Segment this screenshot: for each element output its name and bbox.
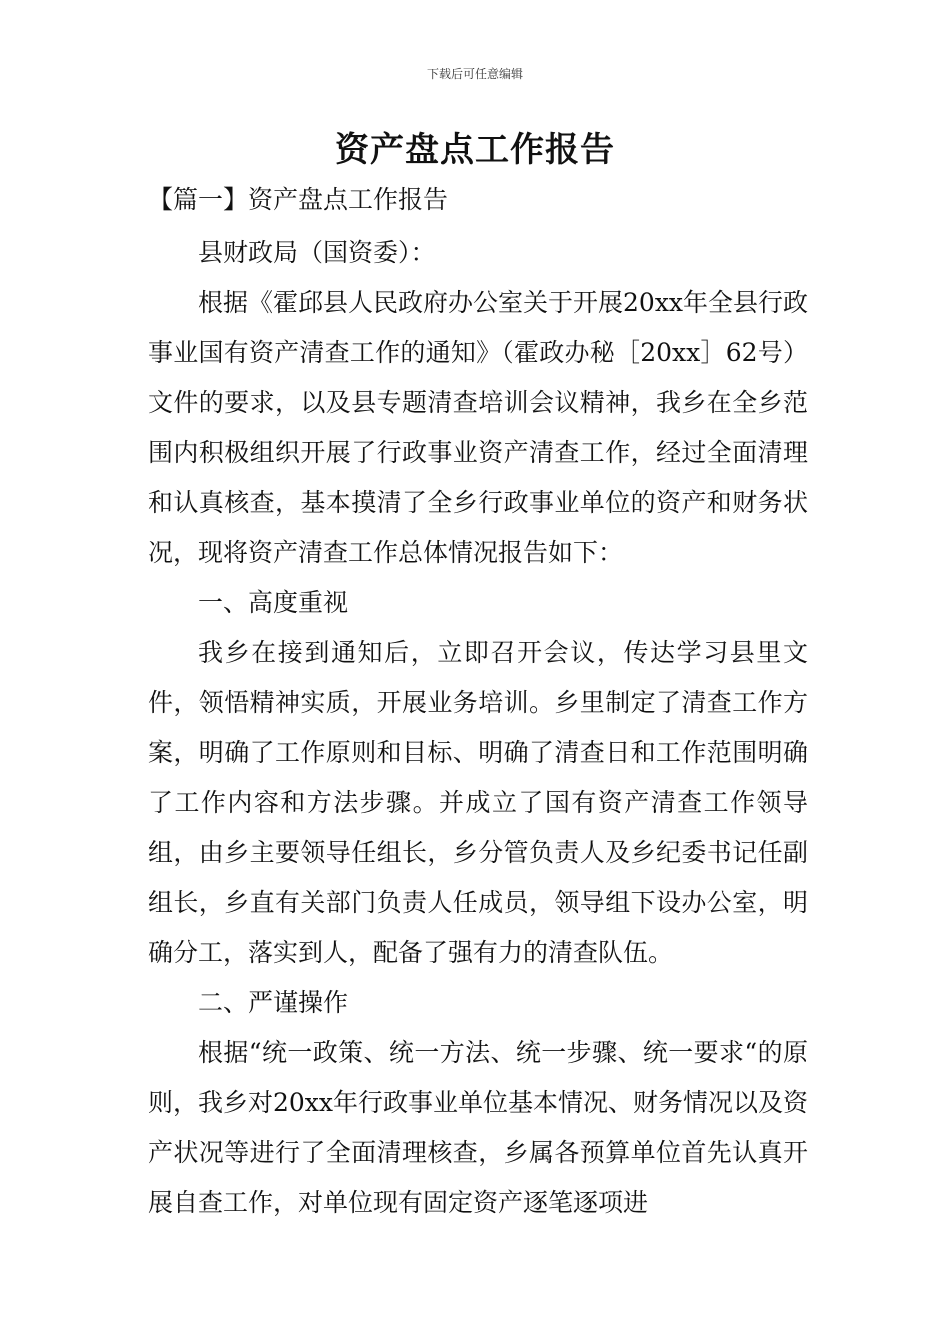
salutation: 县财政局（国资委）： — [198, 238, 436, 267]
subheading-2: 二、严谨操作 — [198, 988, 349, 1017]
paragraph-2: 根据“统一政策、统一方法、统一步骤、统一要求“的原则，我乡对20xx年行政事业单位基本情况、财务情况以及资产状况等进行了全面清理核查，乡属各预算单位首先认真开展自查工作，对单位现有固定资产逐笔逐项进 — [148, 1038, 809, 1217]
subheading-1: 一、高度重视 — [198, 588, 349, 617]
section-heading: 【篇一】资产盘点工作报告 — [148, 185, 449, 214]
document-title: 资产盘点工作报告 — [335, 130, 615, 170]
intro-paragraph: 根据《霍邱县人民政府办公室关于开展20xx年全县行政事业国有资产清查工作的通知》（霍政办秘［20xx］62号）文件的要求，以及县专题清查培训会议精神，我乡在全乡范围内积极组织开展了行政事业资产清查工作，经过全面清理和认真核查，基本摸清了全乡行政事业单位的资产和财务状况，现将资产清查工作总体情况报告如下： — [148, 288, 809, 567]
paragraph-1: 我乡在接到通知后，立即召开会议，传达学习县里文件，领悟精神实质，开展业务培训。乡里制定了清查工作方案，明确了工作原则和目标、明确了清查日和工作范围明确了工作内容和方法步骤。并成立了国有资产清查工作领导组，由乡主要领导任组长，乡分管负责人及乡纪委书记任副组长，乡直有关部门负责人任成员，领导组下设办公室，明确分工，落实到人，配备了强有力的清查队伍。 — [148, 638, 808, 967]
document-body — [148, 228, 808, 1228]
header-note: 下载后可任意编辑 — [426, 67, 523, 81]
